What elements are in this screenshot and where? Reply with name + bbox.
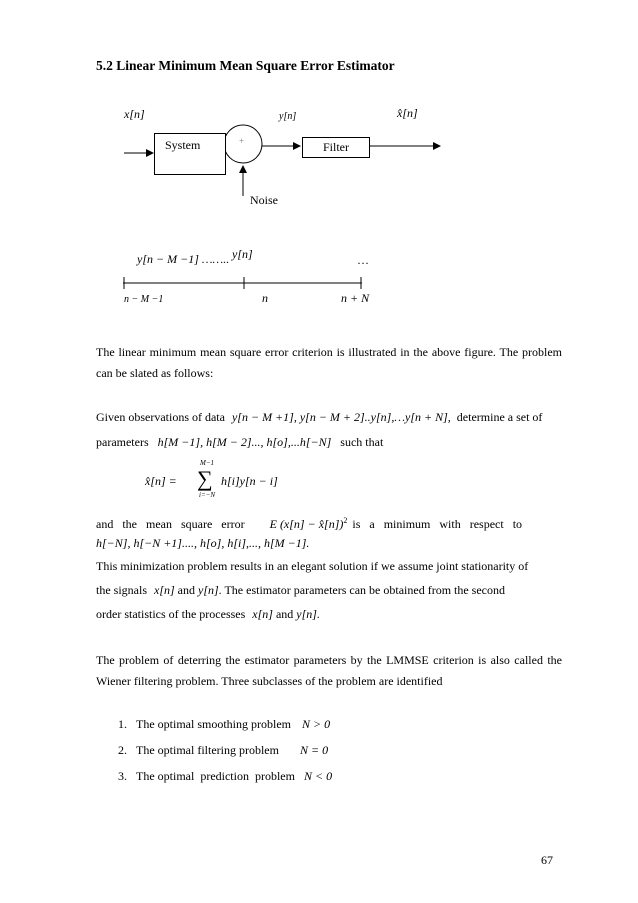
estimator-params-text: . The estimator parameters can be obtained from the second bbox=[218, 583, 506, 597]
equation-sum-upper: M−1 bbox=[200, 459, 215, 467]
timeline-top-mid: y[n] bbox=[232, 247, 253, 261]
paragraph-mse-line2: h[−N], h[−N +1]...., h[o], h[i],..., h[M −1]. bbox=[96, 536, 310, 550]
given-text: Given observations of data bbox=[96, 410, 225, 424]
tick-left-label: n − M −1 bbox=[124, 294, 164, 305]
determine-text: determine a set of bbox=[456, 410, 543, 424]
paragraph-given-line1 bbox=[96, 407, 562, 428]
signal-x: x[n] bbox=[154, 583, 175, 597]
paragraph-stationarity-line2 bbox=[96, 580, 562, 601]
input-label: x[n] bbox=[124, 107, 145, 121]
list-text: The optimal filtering problem bbox=[136, 743, 279, 757]
output-label: x̂[n] bbox=[397, 106, 418, 120]
timeline-axis bbox=[0, 0, 638, 320]
and-text: and bbox=[177, 583, 195, 597]
page-number: 67 bbox=[541, 853, 553, 867]
paragraph-criterion: The linear minimum mean square error criterion is illustrated in the above figure. The problem can be slated as follows: bbox=[96, 345, 562, 380]
list-text: The optimal prediction problem bbox=[136, 769, 295, 783]
process-y: y[n]. bbox=[296, 607, 320, 621]
paragraph-mse-line1 bbox=[96, 510, 562, 535]
signal-y: y[n] bbox=[198, 583, 219, 597]
equation-estimator-lhs: x̂[n] = bbox=[145, 474, 177, 488]
mse-expr: E (x[n] − x̂[n]) bbox=[269, 517, 344, 531]
minimum-text: is a minimum with respect to bbox=[352, 517, 523, 531]
list-item bbox=[118, 769, 332, 784]
list-item bbox=[118, 743, 328, 758]
system-label: System bbox=[165, 138, 201, 152]
tick-right-label: n + N bbox=[341, 291, 370, 305]
timeline-top-left: y[n − M −1] …….. bbox=[137, 252, 230, 266]
signals-text: the signals bbox=[96, 583, 147, 597]
list-condition: N = 0 bbox=[299, 743, 329, 757]
list-number: 3. bbox=[118, 769, 127, 783]
sum-symbol: + bbox=[239, 136, 245, 146]
parameters-expr: h[M −1], h[M − 2]..., h[o],...h[−N] bbox=[157, 435, 332, 449]
equation-estimator-rhs: h[i]y[n − i] bbox=[221, 474, 278, 488]
and-text-2: and bbox=[275, 607, 294, 621]
list-number: 2. bbox=[118, 743, 127, 757]
paragraph-given-line2 bbox=[96, 432, 562, 453]
equation-sum-lower: i=−N bbox=[199, 491, 216, 499]
list-item bbox=[118, 717, 330, 732]
list-condition: N > 0 bbox=[301, 717, 331, 731]
such-that-text: such that bbox=[340, 435, 384, 449]
tick-mid-label: n bbox=[262, 291, 268, 305]
list-text: The optimal smoothing problem bbox=[136, 717, 291, 731]
mid-signal-label: y[n] bbox=[279, 111, 297, 122]
list-condition: N < 0 bbox=[303, 769, 333, 783]
equation-sum-sign: ∑ bbox=[197, 466, 213, 491]
paragraph-stationarity-line1: This minimization problem results in an elegant solution if we assume joint stationarity of bbox=[96, 559, 529, 573]
process-x: x[n] bbox=[252, 607, 273, 621]
order-stats-text: order statistics of the processes bbox=[96, 607, 246, 621]
filter-label: Filter bbox=[323, 140, 349, 154]
section-title: 5.2 Linear Minimum Mean Square Error Estimator bbox=[96, 58, 395, 73]
paragraph-wiener: The problem of deterring the estimator parameters by the LMMSE criterion is also called the Wiener filtering problem. Three subclasses of the problem are identified bbox=[96, 653, 562, 688]
mse-text: and the mean square error bbox=[96, 517, 245, 531]
timeline-top-right: … bbox=[357, 253, 369, 267]
given-data-expr: y[n − M +1], y[n − M + 2]..y[n],…y[n + N], bbox=[231, 410, 451, 424]
parameters-text: parameters bbox=[96, 435, 149, 449]
noise-text: Noise bbox=[250, 193, 278, 204]
paragraph-stationarity-line3 bbox=[96, 604, 562, 625]
mse-exponent: 2 bbox=[343, 516, 348, 525]
list-number: 1. bbox=[118, 717, 127, 731]
